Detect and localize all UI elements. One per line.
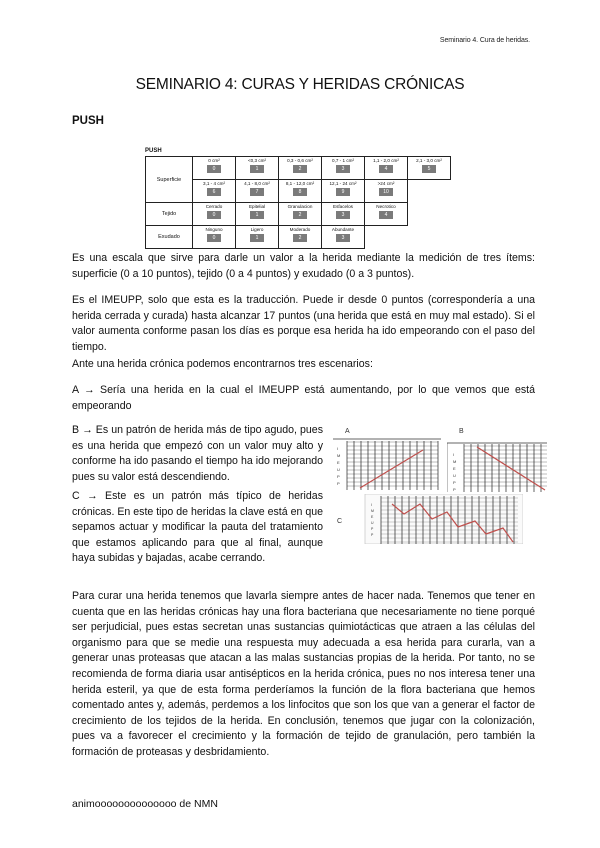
table-row <box>146 157 451 180</box>
score-badge: 10 <box>379 188 393 196</box>
empty-cell <box>408 180 451 203</box>
page-title: SEMINARIO 4: CURAS Y HERIDAS CRÓNICAS <box>135 76 465 93</box>
table-cell: Necrotico 4 <box>365 203 408 226</box>
chart-a-plot <box>333 428 441 492</box>
table-cell: 0,7 - 1 cm² 3 <box>322 157 365 180</box>
paragraph-wound-care: Para curar una herida tenemos que lavarla siempre antes de hacer nada. Tenemos que tener en cuenta que en las heridas crónicas hay una flora bacteriana que necesariamente no tiene porqué ser perjudicial, pues estas secretan unas sustancias quimiotácticas que atraen a las células del organismo para que se medie una respuesta muy adecuada a esa herida para curarla, van a generar unas proteasas que atacan a las malas sustancias propias de la herida. Por tanto, no se recomienda de forma diaria usar antisépticos en la herida crónica, pues no nos interesa tener una herida esteril, ya que de esta forma perderíamos la función de la flora bacteriana que hemos comentado antes y, además, perdemos a los linfocitos que son los que van a generar el factor de crecimiento de los tejidos de la herida. En conclusión, tenemos que jugar con la colonización, pues va a favorecer el crecimiento y la formación de tejido de granulación, pero también la formación de proteasas y desbridamiento. <box>72 590 535 758</box>
empty-cell <box>408 203 451 226</box>
score-badge: 2 <box>293 234 307 242</box>
svg-text:P: P <box>371 533 374 537</box>
chart-b-label: B <box>459 428 464 435</box>
svg-text:M: M <box>371 509 374 513</box>
chart-b <box>447 428 547 492</box>
paragraph-scenario-b: B → Es un patrón de herida más de tipo agudo, pues es una herida que empezó con un valor muy alto y conforme ha ido pasando el tiempo ha ido mejorando pues su valor está descendiendo. <box>72 424 323 483</box>
row-label: Exudado <box>146 226 193 249</box>
svg-text:P: P <box>337 474 340 479</box>
table-cell: 8,1 - 12,0 cm² 8 <box>279 180 322 203</box>
push-scale-table <box>145 148 465 249</box>
svg-text:E: E <box>371 515 374 519</box>
svg-text:U: U <box>337 467 340 472</box>
paragraph-imeupp: Es el IMEUPP, solo que esta es la traducción. Puede ir desde 0 puntos (correspondería a una herida cerrada y curada) hasta alcanzar 17 puntos (una herida que está en muy mal estado). Si el valor aumenta conforme pasan los días es porque esa herida ha ido empeorando con el paso del tiempo. <box>72 294 535 353</box>
table-cell: Ninguno 0 <box>193 226 236 249</box>
footer-note: animoooooooooooooo de NMN <box>72 798 218 810</box>
table-cell: <0,3 cm² 1 <box>236 157 279 180</box>
paragraph-push-description: Es una escala que sirve para darle un valor a la herida mediante la medición de tres ítems: superficie (0 a 10 puntos), tejido (0 a 4 puntos) y exudado (0 a 3 puntos). <box>72 252 535 280</box>
score-badge: 1 <box>250 234 264 242</box>
score-badge: 3 <box>336 165 350 173</box>
svg-text:M: M <box>453 459 457 464</box>
push-table <box>145 156 451 249</box>
table-cell: Moderado 2 <box>279 226 322 249</box>
table-cell: Granulacion 2 <box>279 203 322 226</box>
running-header: Seminario 4. Cura de heridas. <box>439 37 530 44</box>
empty-cell <box>408 226 451 249</box>
score-badge: 2 <box>293 165 307 173</box>
svg-text:I: I <box>371 503 372 507</box>
score-badge: 8 <box>293 188 307 196</box>
score-badge: 0 <box>207 234 221 242</box>
svg-text:M: M <box>337 453 341 458</box>
score-badge: 9 <box>336 188 350 196</box>
score-badge: 3 <box>336 211 350 219</box>
svg-text:E: E <box>453 466 456 471</box>
chart-c-plot <box>333 494 523 544</box>
score-badge: 5 <box>422 165 436 173</box>
table-cell: 1,1 - 2,0 cm² 4 <box>365 157 408 180</box>
paragraph-scenarios-intro: Ante una herida crónica podemos encontrarnos tres escenarios: <box>72 358 373 370</box>
table-cell: Abundante 3 <box>322 226 365 249</box>
chart-c <box>333 494 523 544</box>
score-badge: 3 <box>336 234 350 242</box>
svg-text:U: U <box>371 521 374 525</box>
table-cell: 0,3 - 0,6 cm² 2 <box>279 157 322 180</box>
svg-text:P: P <box>371 527 374 531</box>
svg-text:I: I <box>453 452 455 457</box>
score-badge: 2 <box>293 211 307 219</box>
score-badge: 4 <box>379 211 393 219</box>
section-heading-push: PUSH <box>72 115 104 127</box>
svg-text:P: P <box>337 481 340 486</box>
table-row <box>146 226 451 249</box>
chart-b-plot <box>447 428 547 492</box>
table-cell: 0 cm² 0 <box>193 157 236 180</box>
table-cell: Cerrado 0 <box>193 203 236 226</box>
paragraph-scenario-a: A → Sería una herida en la cual el IMEUPP está aumentando, por lo que vemos que está empeorando <box>72 384 535 412</box>
score-badge: 0 <box>207 165 221 173</box>
table-cell: 4,1 - 8,0 cm² 7 <box>236 180 279 203</box>
score-badge: 1 <box>250 165 264 173</box>
empty-cell <box>365 226 408 249</box>
score-badge: 7 <box>250 188 264 196</box>
chart-a <box>333 428 441 492</box>
row-label: Tejido <box>146 203 193 226</box>
table-cell: Ligero 1 <box>236 226 279 249</box>
table-cell: 2,1 - 3,0 cm² 5 <box>408 157 451 180</box>
chart-c-label: C <box>337 518 343 525</box>
push-table-caption: PUSH <box>145 148 162 154</box>
svg-text:P: P <box>453 487 456 492</box>
svg-text:U: U <box>453 473 456 478</box>
table-cell: >24 cm² 10 <box>365 180 408 203</box>
table-cell: Epitelial 1 <box>236 203 279 226</box>
table-cell: Esfacelos 3 <box>322 203 365 226</box>
svg-text:P: P <box>453 480 456 485</box>
score-badge: 0 <box>207 211 221 219</box>
table-cell: 3,1 - 4 cm² 6 <box>193 180 236 203</box>
score-badge: 4 <box>379 165 393 173</box>
score-badge: 6 <box>207 188 221 196</box>
table-cell: 12,1 - 24 cm² 9 <box>322 180 365 203</box>
row-label: Superficie <box>146 157 193 203</box>
chart-a-label: A <box>345 428 350 435</box>
score-badge: 1 <box>250 211 264 219</box>
table-row <box>146 203 451 226</box>
svg-text:E: E <box>337 460 340 465</box>
paragraph-scenario-c: C → Este es un patrón más típico de heridas crónicas. En este tipo de heridas la clave está en que sepamos actuar y modificar la pauta del tratamiento que estamos aplicando para que al final, aunque haya subidas y bajadas, acabe cerrando. <box>72 490 323 565</box>
svg-text:I: I <box>337 446 339 451</box>
